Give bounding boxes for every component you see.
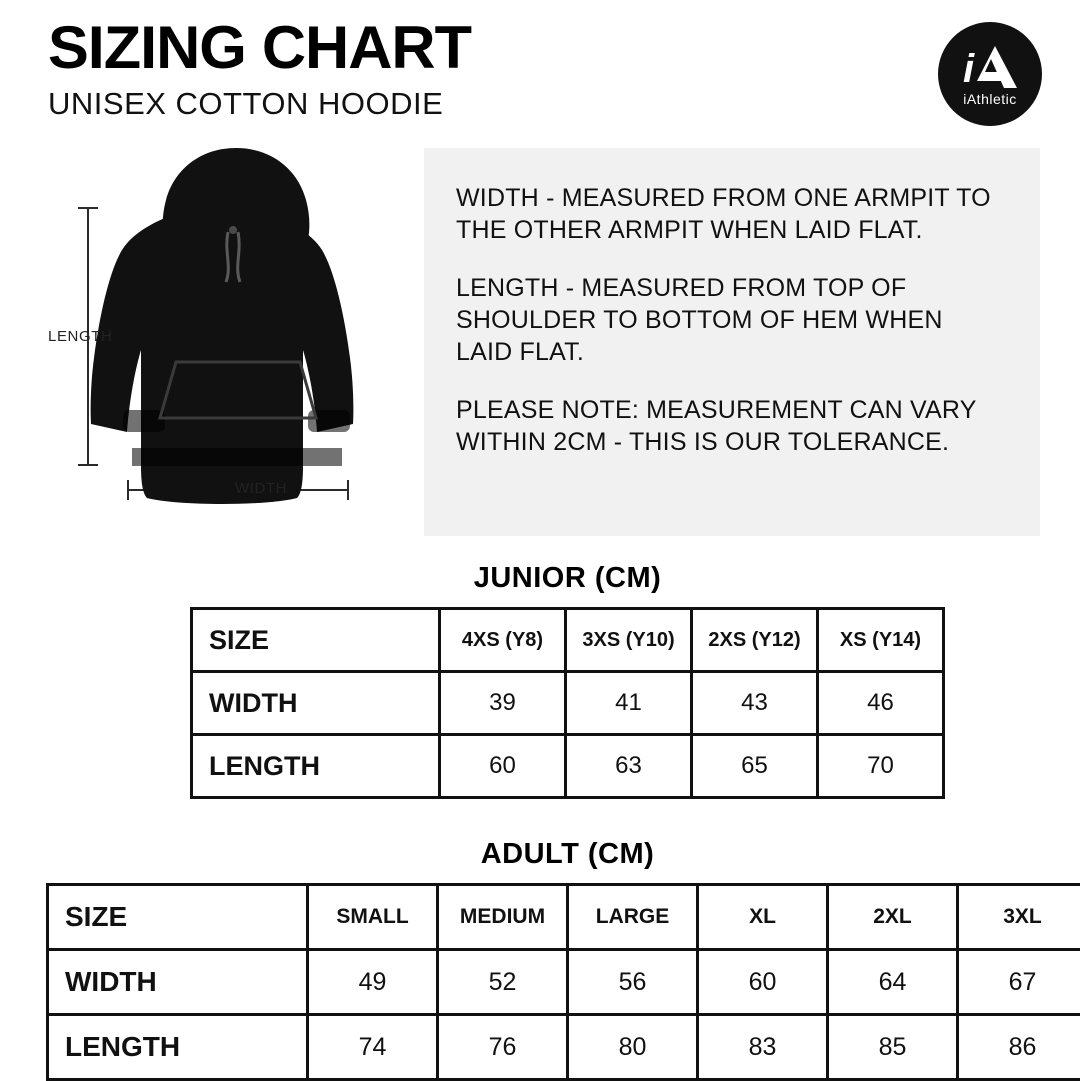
- adult-size-table-block: [46, 838, 1080, 1081]
- adult-col-header-5: 3XL: [958, 885, 1080, 950]
- width-measurement-label: WIDTH: [235, 480, 287, 497]
- junior-length-1: 63: [566, 735, 692, 798]
- adult-length-4: 85: [828, 1015, 958, 1080]
- junior-col-header-3: XS (Y14): [818, 609, 944, 672]
- adult-row-header-size: SIZE: [48, 885, 308, 950]
- logo-letter-i: i: [963, 50, 974, 88]
- junior-length-2: 65: [692, 735, 818, 798]
- logo-mark-icon: [963, 42, 1017, 88]
- adult-col-header-4: 2XL: [828, 885, 958, 950]
- page-title: SIZING CHART: [48, 18, 1060, 78]
- adult-width-1: 52: [438, 950, 568, 1015]
- page-header: [48, 18, 1040, 128]
- adult-row-label-width: WIDTH: [48, 950, 308, 1015]
- adult-length-1: 76: [438, 1015, 568, 1080]
- junior-col-header-1: 3XS (Y10): [566, 609, 692, 672]
- measurement-info-panel: [424, 148, 1040, 536]
- info-paragraph-width: WIDTH - MEASURED FROM ONE ARMPIT TO THE OTHER ARMPIT WHEN LAID FLAT.: [456, 182, 1002, 246]
- adult-length-3: 83: [698, 1015, 828, 1080]
- junior-col-header-2: 2XS (Y12): [692, 609, 818, 672]
- adult-length-5: 86: [958, 1015, 1080, 1080]
- junior-size-table: [190, 607, 945, 799]
- junior-width-2: 43: [692, 672, 818, 735]
- adult-width-0: 49: [308, 950, 438, 1015]
- length-measurement-label: LENGTH: [48, 328, 112, 345]
- table-row: [192, 672, 944, 735]
- table-row: [192, 735, 944, 798]
- page-subtitle: UNISEX COTTON HOODIE: [48, 88, 1040, 119]
- adult-width-4: 64: [828, 950, 958, 1015]
- adult-length-2: 80: [568, 1015, 698, 1080]
- junior-row-label-width: WIDTH: [192, 672, 440, 735]
- junior-width-3: 46: [818, 672, 944, 735]
- logo-letter-a-icon: [977, 46, 1017, 88]
- junior-length-0: 60: [440, 735, 566, 798]
- adult-col-header-2: LARGE: [568, 885, 698, 950]
- junior-table-title: JUNIOR (CM): [190, 562, 945, 595]
- junior-length-3: 70: [818, 735, 944, 798]
- info-paragraph-length: LENGTH - MEASURED FROM TOP OF SHOULDER TO BOTTOM OF HEM WHEN LAID FLAT.: [456, 272, 1002, 368]
- junior-row-label-length: LENGTH: [192, 735, 440, 798]
- table-row: [192, 609, 944, 672]
- junior-size-table-block: [190, 562, 945, 799]
- junior-width-1: 41: [566, 672, 692, 735]
- table-row: [48, 1015, 1080, 1080]
- info-paragraph-tolerance: PLEASE NOTE: MEASUREMENT CAN VARY WITHIN 2CM - THIS IS OUR TOLERANCE.: [456, 394, 1002, 458]
- adult-col-header-3: XL: [698, 885, 828, 950]
- brand-logo: [938, 22, 1042, 126]
- junior-col-header-0: 4XS (Y8): [440, 609, 566, 672]
- table-row: [48, 885, 1080, 950]
- adult-col-header-0: SMALL: [308, 885, 438, 950]
- logo-wordmark: iAthletic: [963, 91, 1017, 107]
- garment-diagram: [40, 140, 420, 530]
- adult-width-3: 60: [698, 950, 828, 1015]
- adult-length-0: 74: [308, 1015, 438, 1080]
- adult-width-2: 56: [568, 950, 698, 1015]
- table-row: [48, 950, 1080, 1015]
- adult-width-5: 67: [958, 950, 1080, 1015]
- junior-width-0: 39: [440, 672, 566, 735]
- adult-col-header-1: MEDIUM: [438, 885, 568, 950]
- adult-table-title: ADULT (CM): [46, 838, 1080, 871]
- junior-row-header-size: SIZE: [192, 609, 440, 672]
- adult-row-label-length: LENGTH: [48, 1015, 308, 1080]
- adult-size-table: [46, 883, 1080, 1081]
